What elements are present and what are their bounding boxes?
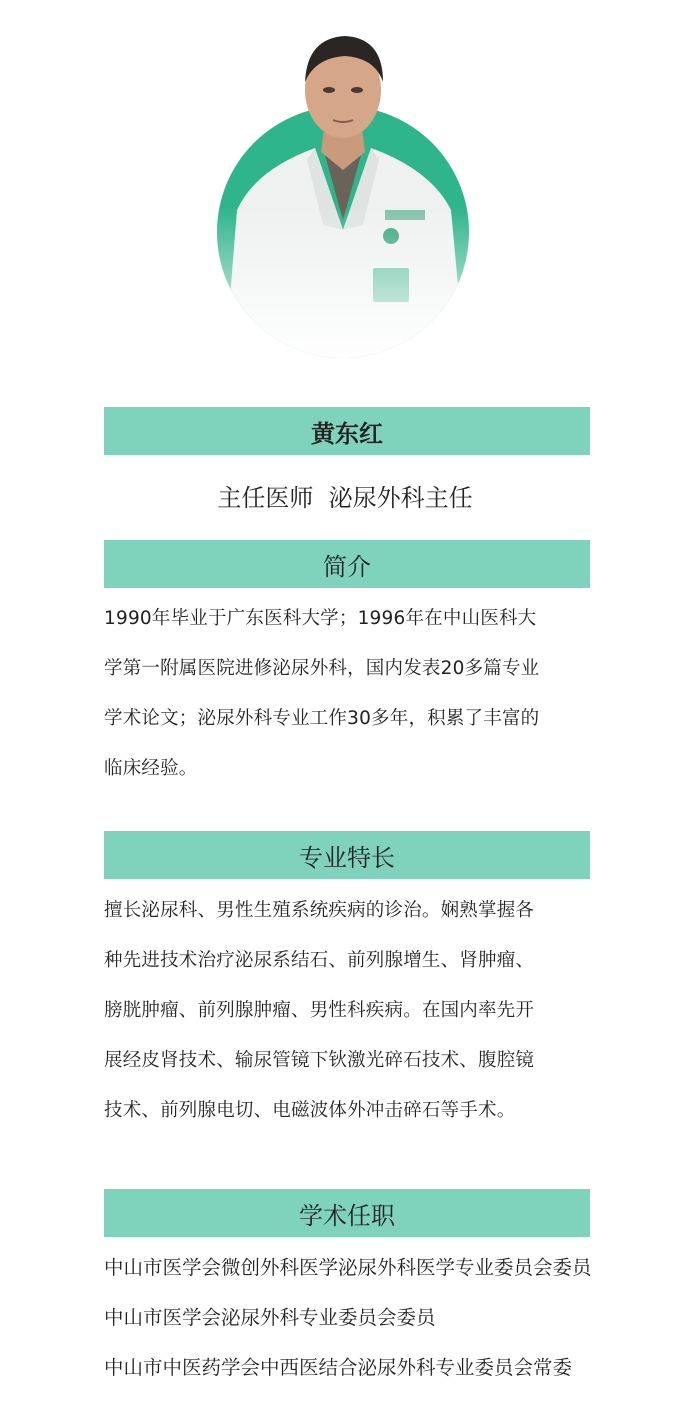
positions-list: [104, 1243, 604, 1393]
section-header-intro: [104, 540, 590, 588]
intro-line: 学第一附属医院进修泌尿外科，国内发表20多篇专业: [104, 658, 540, 679]
doctor-portrait: [215, 20, 477, 360]
doctor-name: 黄东红: [311, 419, 383, 448]
specialty-line: 技术、前列腺电切、电磁波体外冲击碎石等手术。: [104, 1100, 516, 1121]
specialty-text: [104, 886, 594, 1136]
positions-heading: 学术任职: [299, 1201, 395, 1230]
doctor-title: 主任医师 泌尿外科主任: [217, 484, 473, 512]
intro-line: 1990年毕业于广东医科大学；1996年在中山医科大: [104, 608, 537, 629]
list-item: 中山市医学会微创外科医学泌尿外科医学专业委员会委员: [104, 1256, 592, 1279]
specialty-heading: 专业特长: [299, 843, 395, 872]
specialty-line: 展经皮肾技术、输尿管镜下钬激光碎石技术、腹腔镜: [104, 1050, 535, 1071]
intro-line: 学术论文；泌尿外科专业工作30多年，积累了丰富的: [104, 708, 540, 729]
list-item: 中山市中医药学会中西医结合泌尿外科专业委员会常委: [104, 1356, 573, 1379]
intro-text: [104, 594, 594, 794]
specialty-line: 膀胱肿瘤、前列腺肿瘤、男性科疾病。在国内率先开: [104, 1000, 535, 1021]
intro-heading: 简介: [323, 552, 371, 581]
specialty-line: 种先进技术治疗泌尿系结石、前列腺增生、肾肿瘤、: [104, 950, 535, 971]
list-item: 中山市医学会泌尿外科专业委员会委员: [104, 1306, 436, 1329]
doctor-name-banner: [104, 407, 590, 455]
specialty-line: 擅长泌尿科、男性生殖系统疾病的诊治。娴熟掌握各: [104, 900, 535, 921]
section-header-specialty: [104, 831, 590, 879]
section-header-positions: [104, 1189, 590, 1237]
intro-line: 临床经验。: [104, 758, 198, 779]
